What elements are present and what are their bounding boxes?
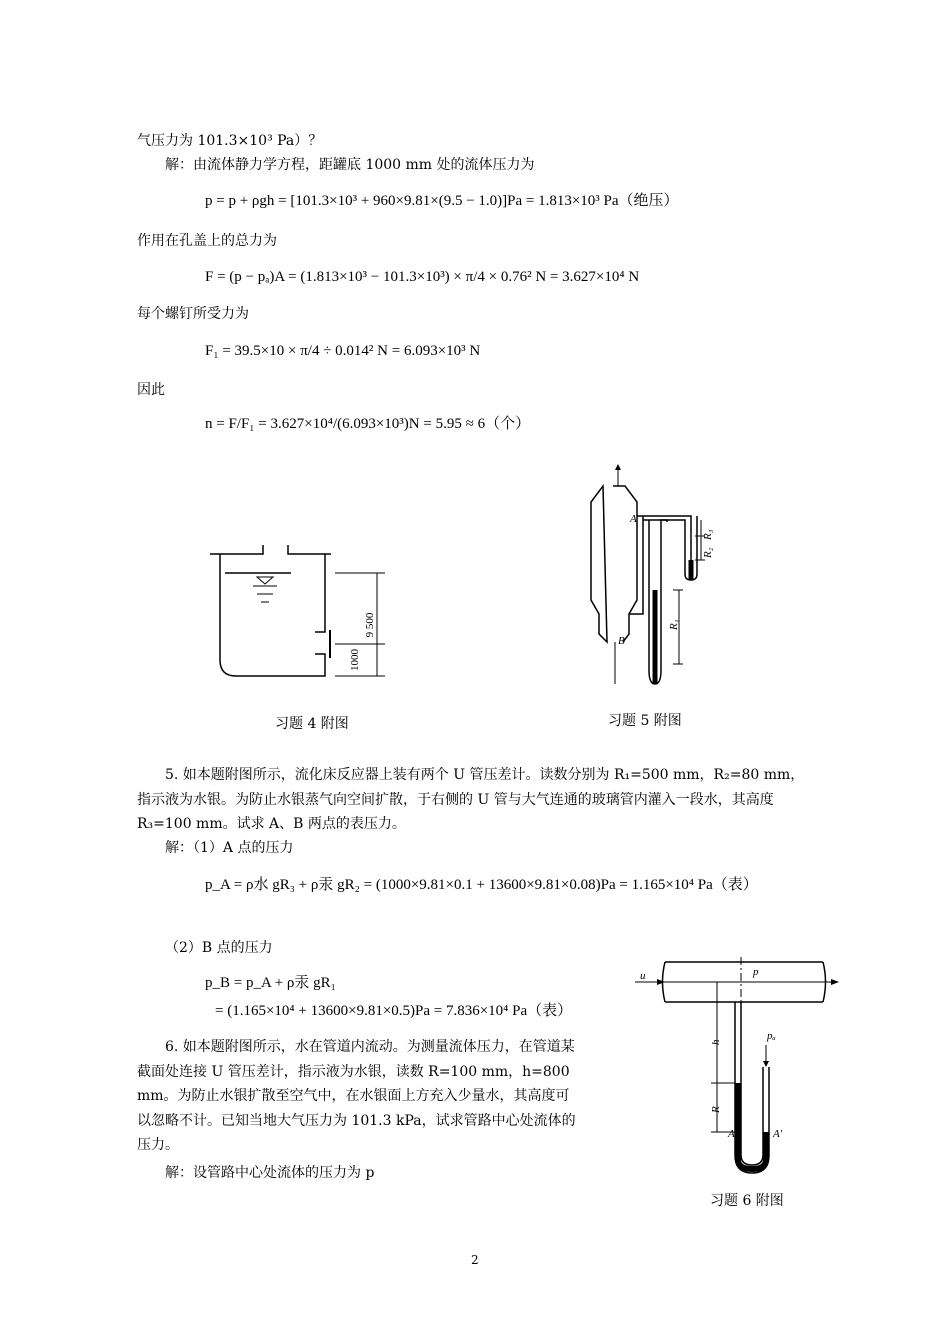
text-line: 因此 <box>137 382 165 398</box>
figure-5-reactor <box>585 462 735 687</box>
figure-6-pipe <box>635 955 835 1180</box>
label-r3: R₃ <box>702 529 714 540</box>
tube-a <box>637 516 691 574</box>
text-line: 作用在孔盖上的总力为 <box>137 233 277 249</box>
solution-line: 解：由流体静力学方程，距罐底 1000 mm 处的流体压力为 <box>165 157 535 173</box>
equation-3: F₁ = 39.5×10 × π/4 ÷ 0.014² N = 6.093×10³ N <box>205 343 481 359</box>
flow-arrowhead-left <box>657 979 665 985</box>
label-u: u <box>640 970 646 982</box>
text-line: 气压力为 101.3×10³ Pa）？ <box>137 133 323 149</box>
label-r1: R₁ <box>668 619 680 630</box>
equation-6b: = (1.165×10⁴ + 13600×9.81×0.5)Pa = 7.836×10⁴ Pa（表） <box>215 1003 573 1019</box>
label-pa: pₐ <box>767 1030 776 1042</box>
tank-lid-right <box>288 545 331 554</box>
figure-4-caption: 习题 4 附图 <box>275 716 349 732</box>
equation-4: n = F/F₁ = 3.627×10⁴/(6.093×10³)N = 5.95 ≈ 6（个） <box>205 416 531 432</box>
reactor-body <box>591 486 637 642</box>
tank-right-wall <box>315 554 325 632</box>
water-surface-mark <box>257 577 273 584</box>
label-a-prime: A′ <box>773 1128 783 1140</box>
problem-6: 6. 如本题附图所示，水在管道内流动。为测量流体压力，在管道某截面处连接 U 管压差计，指示液为水银，读数 R=100 mm，h=800 mm。为防止水银扩散至空气中，在水银面上方充入少量水，其高度可以忽略不计。已知当地大气压力为 101.3 kPa，试求管路中心处流体的压力。 <box>137 1039 576 1153</box>
tube-b <box>629 516 643 614</box>
solution-line: （2）B 点的压力 <box>165 940 273 956</box>
figure-4-tank <box>205 540 395 680</box>
text-line: 每个螺钉所受力为 <box>137 306 249 322</box>
figure-5-caption: 习题 5 附图 <box>608 713 682 729</box>
label-h: h <box>710 1039 722 1045</box>
equation-2: F = (p − pₐ)A = (1.813×10³ − 101.3×10³) × π/4 × 0.76² N = 3.627×10⁴ N <box>205 269 640 285</box>
solution-line: 解：（1）A 点的压力 <box>165 840 294 856</box>
dim-total: 9 500 <box>364 612 376 638</box>
label-p: p <box>753 966 759 978</box>
figure-6-caption: 习题 6 附图 <box>710 1193 784 1209</box>
outlet-arrowhead <box>615 464 621 470</box>
pa-arrowhead <box>763 1061 769 1067</box>
label-b: B <box>618 635 625 647</box>
tank-lid-left <box>210 545 263 554</box>
flow-arrowhead-right <box>831 979 839 985</box>
label-r2: R₂ <box>702 547 714 558</box>
label-r: R <box>710 1106 722 1113</box>
equation-5: p_A = ρ水 gR₃ + ρ汞 gR₂ = (1000×9.81×0.1 + 13600×9.81×0.08)Pa = 1.165×10⁴ Pa（表） <box>205 877 758 893</box>
dim-hole: 1000 <box>349 649 361 671</box>
solution-line: 解：设管路中心处流体的压力为 p <box>165 1165 375 1181</box>
label-a: A <box>630 513 637 525</box>
u-tube-left-inner <box>741 1002 763 1165</box>
tube-c <box>649 520 667 684</box>
equation-6a: p_B = p_A + ρ汞 gR₁ <box>205 975 336 991</box>
label-a: A <box>728 1128 735 1140</box>
equation-1: p = p + ρgh = [101.3×10³ + 960×9.81×(9.5 − 1.0)]Pa = 1.813×10³ Pa（绝压） <box>205 193 679 209</box>
page-number: 2 <box>471 1253 479 1267</box>
mercury-bottom <box>738 1132 766 1169</box>
problem-5: 5. 如本题附图所示，流化床反应器上装有两个 U 管压差计。读数分别为 R₁=500 mm，R₂=80 mm，指示液为水银。为防止水银蒸气向空间扩散，于右侧的 U 管与大气连通的玻璃管内灌入一段水，其高度 R₃=100 mm。试求 A、B 两点的表压力。 <box>137 767 805 832</box>
